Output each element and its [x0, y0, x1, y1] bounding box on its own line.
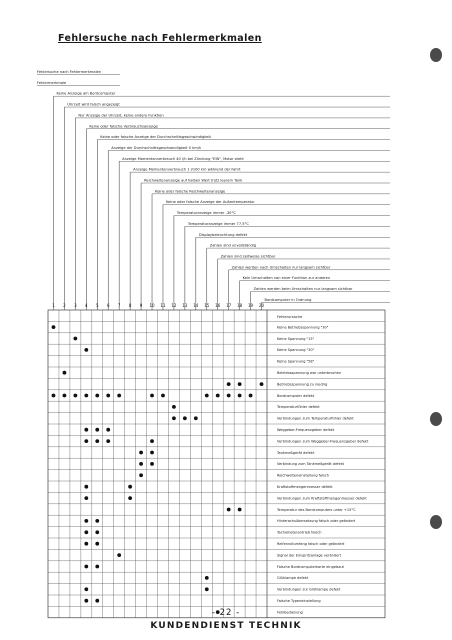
matrix-dot-r8-c12 [172, 405, 176, 409]
row-label-5: Betriebsspannung war unterbrochen [277, 371, 342, 375]
row-label-10: Weggeber-Frequenzgeber defekt [277, 428, 335, 432]
row-label-18: Hinterachsübersetzung falsch oder geändert [277, 519, 356, 524]
matrix-dot-r13-c10 [150, 462, 154, 466]
column-number-19: 19 [248, 303, 254, 308]
matrix-dot-r10-c5 [95, 428, 99, 432]
matrix-dot-r17-c17 [227, 508, 231, 512]
header-label-8: Anzeige der Durchschnittsgeschwindigkeit 0 km/h [111, 145, 202, 150]
matrix-dot-r10-c6 [106, 428, 110, 432]
row-label-4: Keine Spannung "58" [277, 359, 315, 364]
row-label-17: Temperatur des Bordcomputers unter +15°C [277, 507, 356, 512]
matrix-dot-r7-c1 [52, 394, 56, 398]
column-number-6: 6 [106, 303, 110, 308]
binder-hole-middle [430, 412, 442, 426]
matrix-dot-r15-c8 [128, 485, 132, 489]
column-number-11: 11 [160, 303, 166, 308]
binder-hole-top [430, 48, 442, 62]
matrix-dot-r7-c19 [249, 394, 253, 398]
matrix-dot-r12-c10 [150, 451, 154, 455]
column-number-17: 17 [226, 303, 232, 308]
matrix-dot-r16-c4 [84, 496, 88, 500]
header-label-6: Keine oder falsche Verbrauchsanzeige [89, 124, 158, 129]
matrix-dot-r3-c4 [84, 348, 88, 352]
matrix-dot-r20-c5 [95, 542, 99, 546]
column-number-3: 3 [74, 303, 77, 308]
matrix-dot-r24-c15 [205, 587, 209, 591]
header-label-21: Zahlen werden beim Umschalten nur langsam sichtbar [253, 287, 353, 291]
row-label-23: Glühlampe defekt [277, 576, 309, 581]
header-label-1: Fehlersuche nach Fehlermerkmalen [37, 70, 102, 74]
matrix-dot-r24-c4 [84, 587, 88, 591]
header-label-14: Temperaturanzeige immer -30°C [176, 211, 236, 216]
matrix-dot-r14-c9 [139, 473, 143, 477]
row-label-12: Tankmeßgerät defekt [277, 450, 315, 455]
header-label-5: Nur Anzeige der Uhrzeit, keine andere Funktion [78, 113, 164, 118]
matrix-dot-r11-c10 [150, 439, 154, 443]
matrix-dot-r11-c6 [106, 439, 110, 443]
matrix-dot-r11-c4 [84, 439, 88, 443]
matrix-dot-r7-c17 [227, 394, 231, 398]
row-label-25: Falsche Typeneinstellung [277, 599, 321, 603]
header-label-9: Anzeige Momentanverbrauch 40 l/h bei Zündung "EIN", Motor steht [122, 156, 244, 161]
column-number-1: 1 [52, 303, 55, 308]
matrix-dot-r22-c5 [95, 565, 99, 569]
column-number-2: 2 [63, 303, 66, 308]
matrix-dot-r7-c16 [216, 394, 220, 398]
row-label-20: Reifenrollumfang falsch oder geändert [277, 542, 345, 546]
column-number-12: 12 [171, 303, 177, 308]
row-label-19: Tachometerantrieb falsch [277, 530, 322, 535]
column-number-7: 7 [117, 303, 121, 308]
matrix-dot-r9-c13 [183, 416, 187, 420]
matrix-dot-r6-c20 [260, 382, 264, 386]
column-number-15: 15 [204, 303, 210, 308]
matrix-dot-r25-c4 [84, 599, 88, 603]
row-label-3: Keine Spannung "30" [277, 348, 315, 353]
matrix-dot-r7-c18 [238, 394, 242, 398]
header-label-20: Kein Umschalten von einer Funktion zur anderen [242, 276, 331, 281]
matrix-dot-r7-c4 [84, 394, 88, 398]
binder-hole-bottom [430, 515, 442, 529]
row-label-15: Kraftstoffmengenmesser defekt [277, 485, 333, 489]
row-label-22: Falsche Bordcomputerkarte eingebaut [277, 564, 344, 569]
matrix-dot-r18-c4 [84, 519, 88, 523]
row-label-24: Verbindungen zur Glühlampe defekt [277, 587, 341, 592]
row-label-16: Verbindungen zum Kraftstoffmengenmesser defekt [277, 496, 367, 501]
column-number-10: 10 [149, 303, 155, 308]
matrix-dot-r9-c12 [172, 416, 176, 420]
matrix-dot-r7-c7 [117, 394, 121, 398]
header-label-18: Zahlen sind zeitweise sichtbar [220, 254, 276, 259]
row-label-6: Betriebsspannung zu niedrig [277, 382, 328, 387]
row-label-1: Keine Betriebsspannung "30" [277, 325, 329, 330]
matrix-dot-r16-c8 [128, 496, 132, 500]
header-label-3: Keine Anzeige am Bordcomputer [56, 91, 116, 96]
matrix-dot-r23-c15 [205, 576, 209, 580]
column-number-14: 14 [193, 303, 199, 308]
matrix-dot-r10-c4 [84, 428, 88, 432]
column-number-18: 18 [237, 303, 243, 308]
column-number-5: 5 [96, 303, 99, 308]
row-label-2: Keine Spannung "15" [277, 336, 315, 341]
header-label-13: Keine oder falsche Anzeige der Außentemperatur [165, 200, 255, 205]
header-label-17: Zahlen sind unvollständig [209, 243, 257, 248]
matrix-dot-r19-c4 [84, 530, 88, 534]
matrix-dot-r7-c15 [205, 394, 209, 398]
matrix-dot-r7-c3 [73, 394, 77, 398]
matrix-dot-r7-c6 [106, 394, 110, 398]
header-label-4: Uhrzeit wird falsch angezeigt [67, 102, 120, 107]
row-header-label: Fehlerursache [277, 314, 303, 319]
header-label-10: Anzeige Momentanverbrauch 1 l/100 km während der Fahrt [133, 167, 241, 172]
matrix-dot-r7-c11 [161, 394, 165, 398]
page-number: - 22 - [211, 608, 241, 618]
row-label-26: Fehlbedienung [277, 610, 303, 615]
matrix-dot-r21-c7 [117, 553, 121, 557]
row-label-13: Verbindung zum Tankmeßgerät defekt [277, 462, 345, 467]
matrix-dot-r9-c14 [194, 416, 198, 420]
header-label-19: Zahlen werden nach Umschalten nur langsam sichtbar [231, 265, 331, 270]
footer-brand: KUNDENDIENST TECHNIK [150, 621, 302, 631]
matrix-dot-r7-c10 [150, 394, 154, 398]
matrix-dot-r18-c5 [95, 519, 99, 523]
matrix-dot-r6-c18 [238, 382, 242, 386]
row-label-14: Reichweiteneinstellung falsch [277, 473, 329, 478]
column-number-13: 13 [182, 303, 188, 308]
column-number-20: 20 [258, 303, 265, 308]
header-label-12: Keine oder falsche Reichweitenanzeige [155, 189, 226, 194]
column-number-9: 9 [139, 303, 143, 308]
matrix-dot-r25-c5 [95, 599, 99, 603]
header-label-7: Keine oder falsche Anzeige der Durchschnittsgeschwindigkeit [100, 135, 211, 140]
header-label-16: Displaybeleuchtung defekt [198, 232, 248, 237]
row-label-7: Bordcomputer defekt [277, 393, 315, 398]
matrix-dot-r12-c9 [139, 451, 143, 455]
row-label-21: Signal der Einspritzanlage verändert [277, 553, 342, 558]
header-label-11: Reichweitenanzeige auf halben Wert trotz leerem Tank [144, 178, 243, 183]
matrix-dot-r7-c2 [63, 394, 67, 398]
header-label-15: Temperaturanzeige immer 77,5°C [187, 221, 249, 226]
matrix-dot-r15-c4 [84, 485, 88, 489]
matrix-dot-r20-c4 [84, 542, 88, 546]
row-label-8: Temperaturfühler defekt [277, 405, 320, 410]
column-number-4: 4 [85, 303, 88, 308]
matrix-dot-r19-c5 [95, 530, 99, 534]
matrix-dot-r22-c4 [84, 565, 88, 569]
matrix-dot-r5-c2 [63, 371, 67, 375]
matrix-dot-r13-c9 [139, 462, 143, 466]
matrix-dot-r7-c5 [95, 394, 99, 398]
matrix-dot-r17-c18 [238, 508, 242, 512]
column-number-8: 8 [128, 303, 132, 308]
row-label-9: Verbindungen zum Temperaturfühler defekt [277, 416, 354, 421]
page-title: Fehlersuche nach Fehlermerkmalen [58, 33, 262, 44]
matrix-dot-r2-c3 [73, 337, 77, 341]
matrix-dot-r11-c5 [95, 439, 99, 443]
matrix-dot-r6-c17 [227, 382, 231, 386]
column-number-16: 16 [215, 303, 221, 308]
row-label-11: Verbindungen zum Weggeber-Frequenzgeber defekt [277, 439, 369, 444]
header-label-22: Bordcomputer in Ordnung [264, 297, 312, 302]
header-label-2: Fehlermerkmale [37, 80, 67, 85]
matrix-dot-r1-c1 [52, 325, 56, 329]
